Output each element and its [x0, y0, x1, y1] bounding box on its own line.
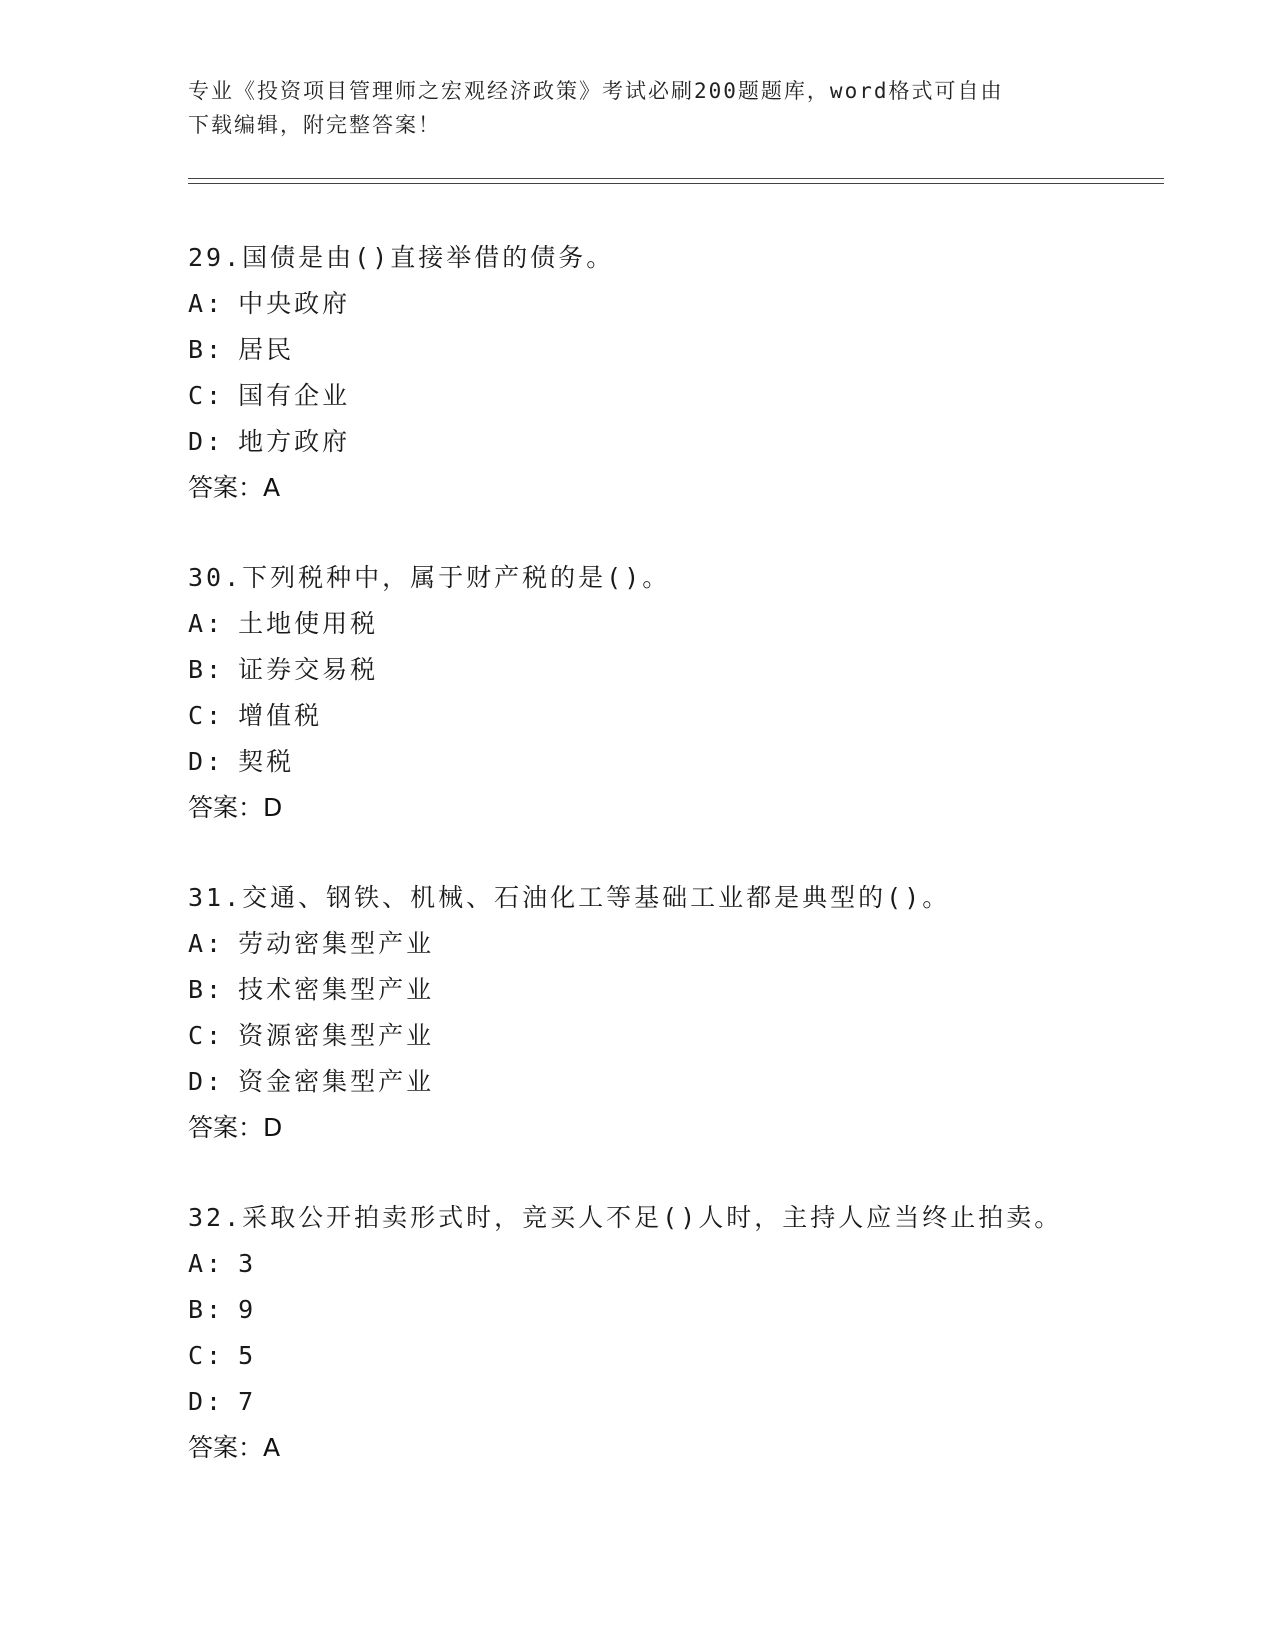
option-letter: B:: [188, 1295, 225, 1324]
option-text: 土地使用税: [238, 609, 379, 638]
option-b: [188, 967, 1138, 1013]
option-d: [188, 419, 1138, 465]
question-block: [188, 1195, 1138, 1471]
option-text: 资源密集型产业: [238, 1021, 435, 1050]
option-text: 增值税: [238, 701, 323, 730]
option-c: [188, 1013, 1138, 1059]
answer-line: 答案：D: [188, 1113, 283, 1142]
header-divider-bottom: [188, 183, 1164, 184]
option-text: 居民: [238, 335, 295, 364]
option-a: [188, 921, 1138, 967]
option-text: 中央政府: [238, 289, 351, 318]
header-line-1: 专业《投资项目管理师之宏观经济政策》考试必刷200题题库，word格式可自由: [188, 79, 1004, 103]
option-letter: D:: [188, 747, 225, 776]
option-letter: D:: [188, 427, 225, 456]
option-letter: A:: [188, 929, 225, 958]
option-text: 5: [238, 1341, 257, 1370]
option-c: [188, 373, 1138, 419]
question-stem: 30.下列税种中，属于财产税的是()。: [188, 563, 671, 592]
option-text: 地方政府: [238, 427, 351, 456]
option-c: [188, 1333, 1138, 1379]
option-a: [188, 1241, 1138, 1287]
option-b: [188, 327, 1138, 373]
question-block: [188, 875, 1138, 1151]
answer-line: 答案：A: [188, 1433, 281, 1462]
option-d: [188, 739, 1138, 785]
option-b: [188, 1287, 1138, 1333]
answer-line: 答案：A: [188, 473, 281, 502]
option-letter: B:: [188, 975, 225, 1004]
question-block: [188, 555, 1138, 831]
header-line-2: 下载编辑，附完整答案！: [188, 113, 441, 137]
option-a: [188, 281, 1138, 327]
option-text: 国有企业: [238, 381, 351, 410]
option-text: 9: [238, 1295, 257, 1324]
option-text: 技术密集型产业: [238, 975, 435, 1004]
option-letter: C:: [188, 381, 225, 410]
option-letter: B:: [188, 655, 225, 684]
question-stem: 32.采取公开拍卖形式时，竞买人不足()人时，主持人应当终止拍卖。: [188, 1203, 1063, 1232]
option-letter: B:: [188, 335, 225, 364]
option-text: 证券交易税: [238, 655, 379, 684]
option-a: [188, 601, 1138, 647]
option-text: 7: [238, 1387, 257, 1416]
option-c: [188, 693, 1138, 739]
question-stem: 29.国债是由()直接举借的债务。: [188, 243, 615, 272]
option-letter: C:: [188, 1341, 225, 1370]
option-text: 契税: [238, 747, 295, 776]
option-letter: A:: [188, 609, 225, 638]
option-text: 劳动密集型产业: [238, 929, 435, 958]
option-letter: C:: [188, 1021, 225, 1050]
question-block: [188, 235, 1138, 511]
header-divider-top: [188, 178, 1164, 179]
option-letter: C:: [188, 701, 225, 730]
option-letter: A:: [188, 289, 225, 318]
option-d: [188, 1379, 1138, 1425]
option-letter: D:: [188, 1067, 225, 1096]
question-stem: 31.交通、钢铁、机械、石油化工等基础工业都是典型的()。: [188, 883, 951, 912]
option-b: [188, 647, 1138, 693]
option-d: [188, 1059, 1138, 1105]
answer-line: 答案：D: [188, 793, 283, 822]
option-letter: A:: [188, 1249, 225, 1278]
option-text: 3: [238, 1249, 257, 1278]
option-letter: D:: [188, 1387, 225, 1416]
document-header: [188, 74, 1088, 142]
option-text: 资金密集型产业: [238, 1067, 435, 1096]
